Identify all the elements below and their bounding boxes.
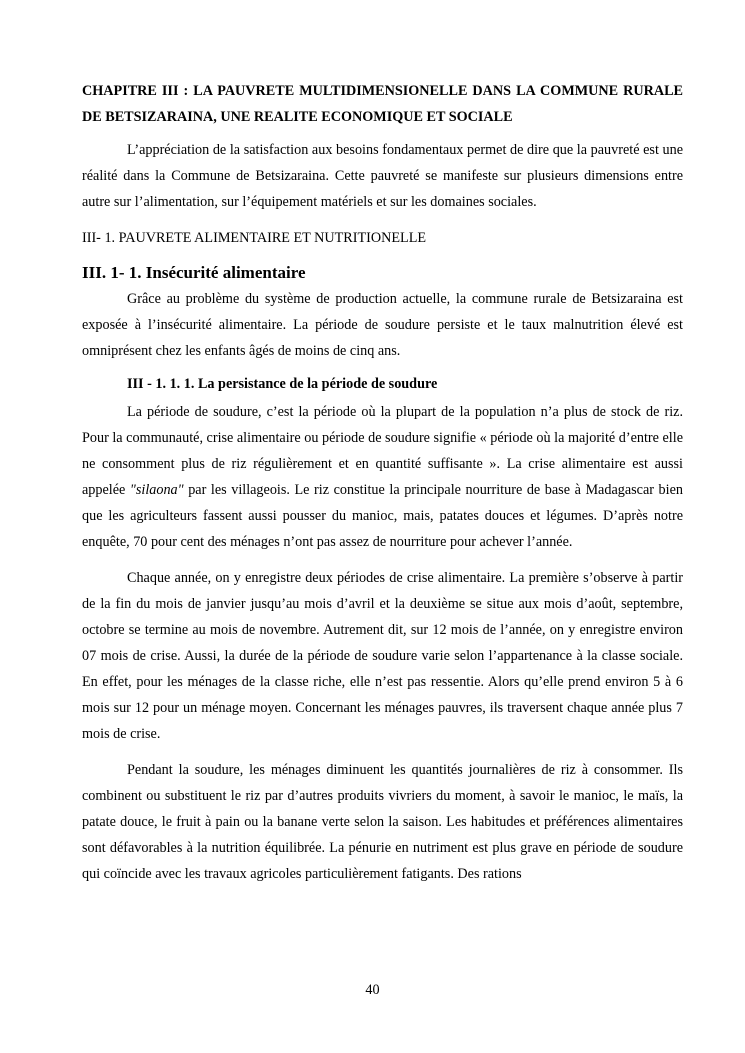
soudure-consumption-paragraph: Pendant la soudure, les ménages diminuent les quantités journalières de riz à consommer. Ils combinent ou substituent le riz par d’autres produits vivriers du moment, à savoir le manioc, le maïs, la patate douce, le fruit à pain ou la banane verte selon la saison. Les habitudes et préférences alimentaires sont défavorables à la nutrition équilibrée. La pénurie en nutriment est plus grave en période de soudure qui coïncide avec les travaux agricoles particulièrement fatigants. Des rations	[82, 762, 683, 882]
chapter-intro-paragraph: L’appréciation de la satisfaction aux besoins fondamentaux permet de dire que la pauvreté est une réalité dans la Commune de Betsizaraina. Cette pauvreté se manifeste sur plusieurs dimensions entre autre sur l’alimentation, sur l’équipement matériels et sur les domaines sociales.	[82, 142, 683, 210]
subsection-paragraph: Grâce au problème du système de production actuelle, la commune rurale de Betsizaraina est exposée à l’insécurité alimentaire. La période de soudure persiste et le taux malnutrition élevé est omniprésent chez les enfants âgés de moins de cinq ans.	[82, 291, 683, 359]
subsubsection-heading: III - 1. 1. 1. La persistance de la période de soudure	[127, 376, 438, 392]
document-page	[82, 78, 683, 887]
soudure-definition-paragraph	[82, 399, 683, 555]
chapter-title: CHAPITRE III : LA PAUVRETE MULTIDIMENSIONELLE DANS LA COMMUNE RURALE DE BETSIZARAINA, UNE REALITE ECONOMIQUE ET SOCIALE	[82, 83, 683, 125]
soudure-text-part2: par les villageois. Le riz constitue la principale nourriture de base à Madagascar bien que les agriculteurs fassent aussi pousser du manioc, mais, patates douces et légumes. D’après notre enquête, 70 pour cent des ménages n’ont pas assez de nourriture pour achever l’année.	[82, 482, 683, 550]
page-number: 40	[365, 982, 380, 998]
section-heading: III- 1. PAUVRETE ALIMENTAIRE ET NUTRITIONELLE	[82, 230, 427, 246]
subsection-heading: III. 1- 1. Insécurité alimentaire	[82, 263, 306, 282]
crisis-periods-paragraph: Chaque année, on y enregistre deux périodes de crise alimentaire. La première s’observe à partir de la fin du mois de janvier jusqu’au mois d’avril et la deuxième se situe aux mois d’août, septembre, octobre se termine au mois de novembre. Autrement dit, sur 12 mois de l’année, on y enregistre environ 07 mois de crise. Aussi, la durée de la période de soudure varie selon l’appartenance à la classe sociale. En effet, pour les ménages de la classe riche, elle n’est pas ressentie. Alors qu’elle prend environ 5 à 6 mois sur 12 pour un ménage moyen. Concernant les ménages pauvres, ils traversent chaque année plus 7 mois de crise.	[82, 570, 683, 742]
soudure-text-part1: La période de soudure, c’est la période où la plupart de la population n’a plus de stock de riz. Pour la communauté, crise alimentaire ou période de soudure signifie « période où la majorité d’entre elle ne consomment plus de riz régulièrement et en quantité suffisante ». La crise alimentaire est aussi appelée	[82, 404, 683, 498]
silaona-term: "silaona"	[129, 482, 184, 498]
